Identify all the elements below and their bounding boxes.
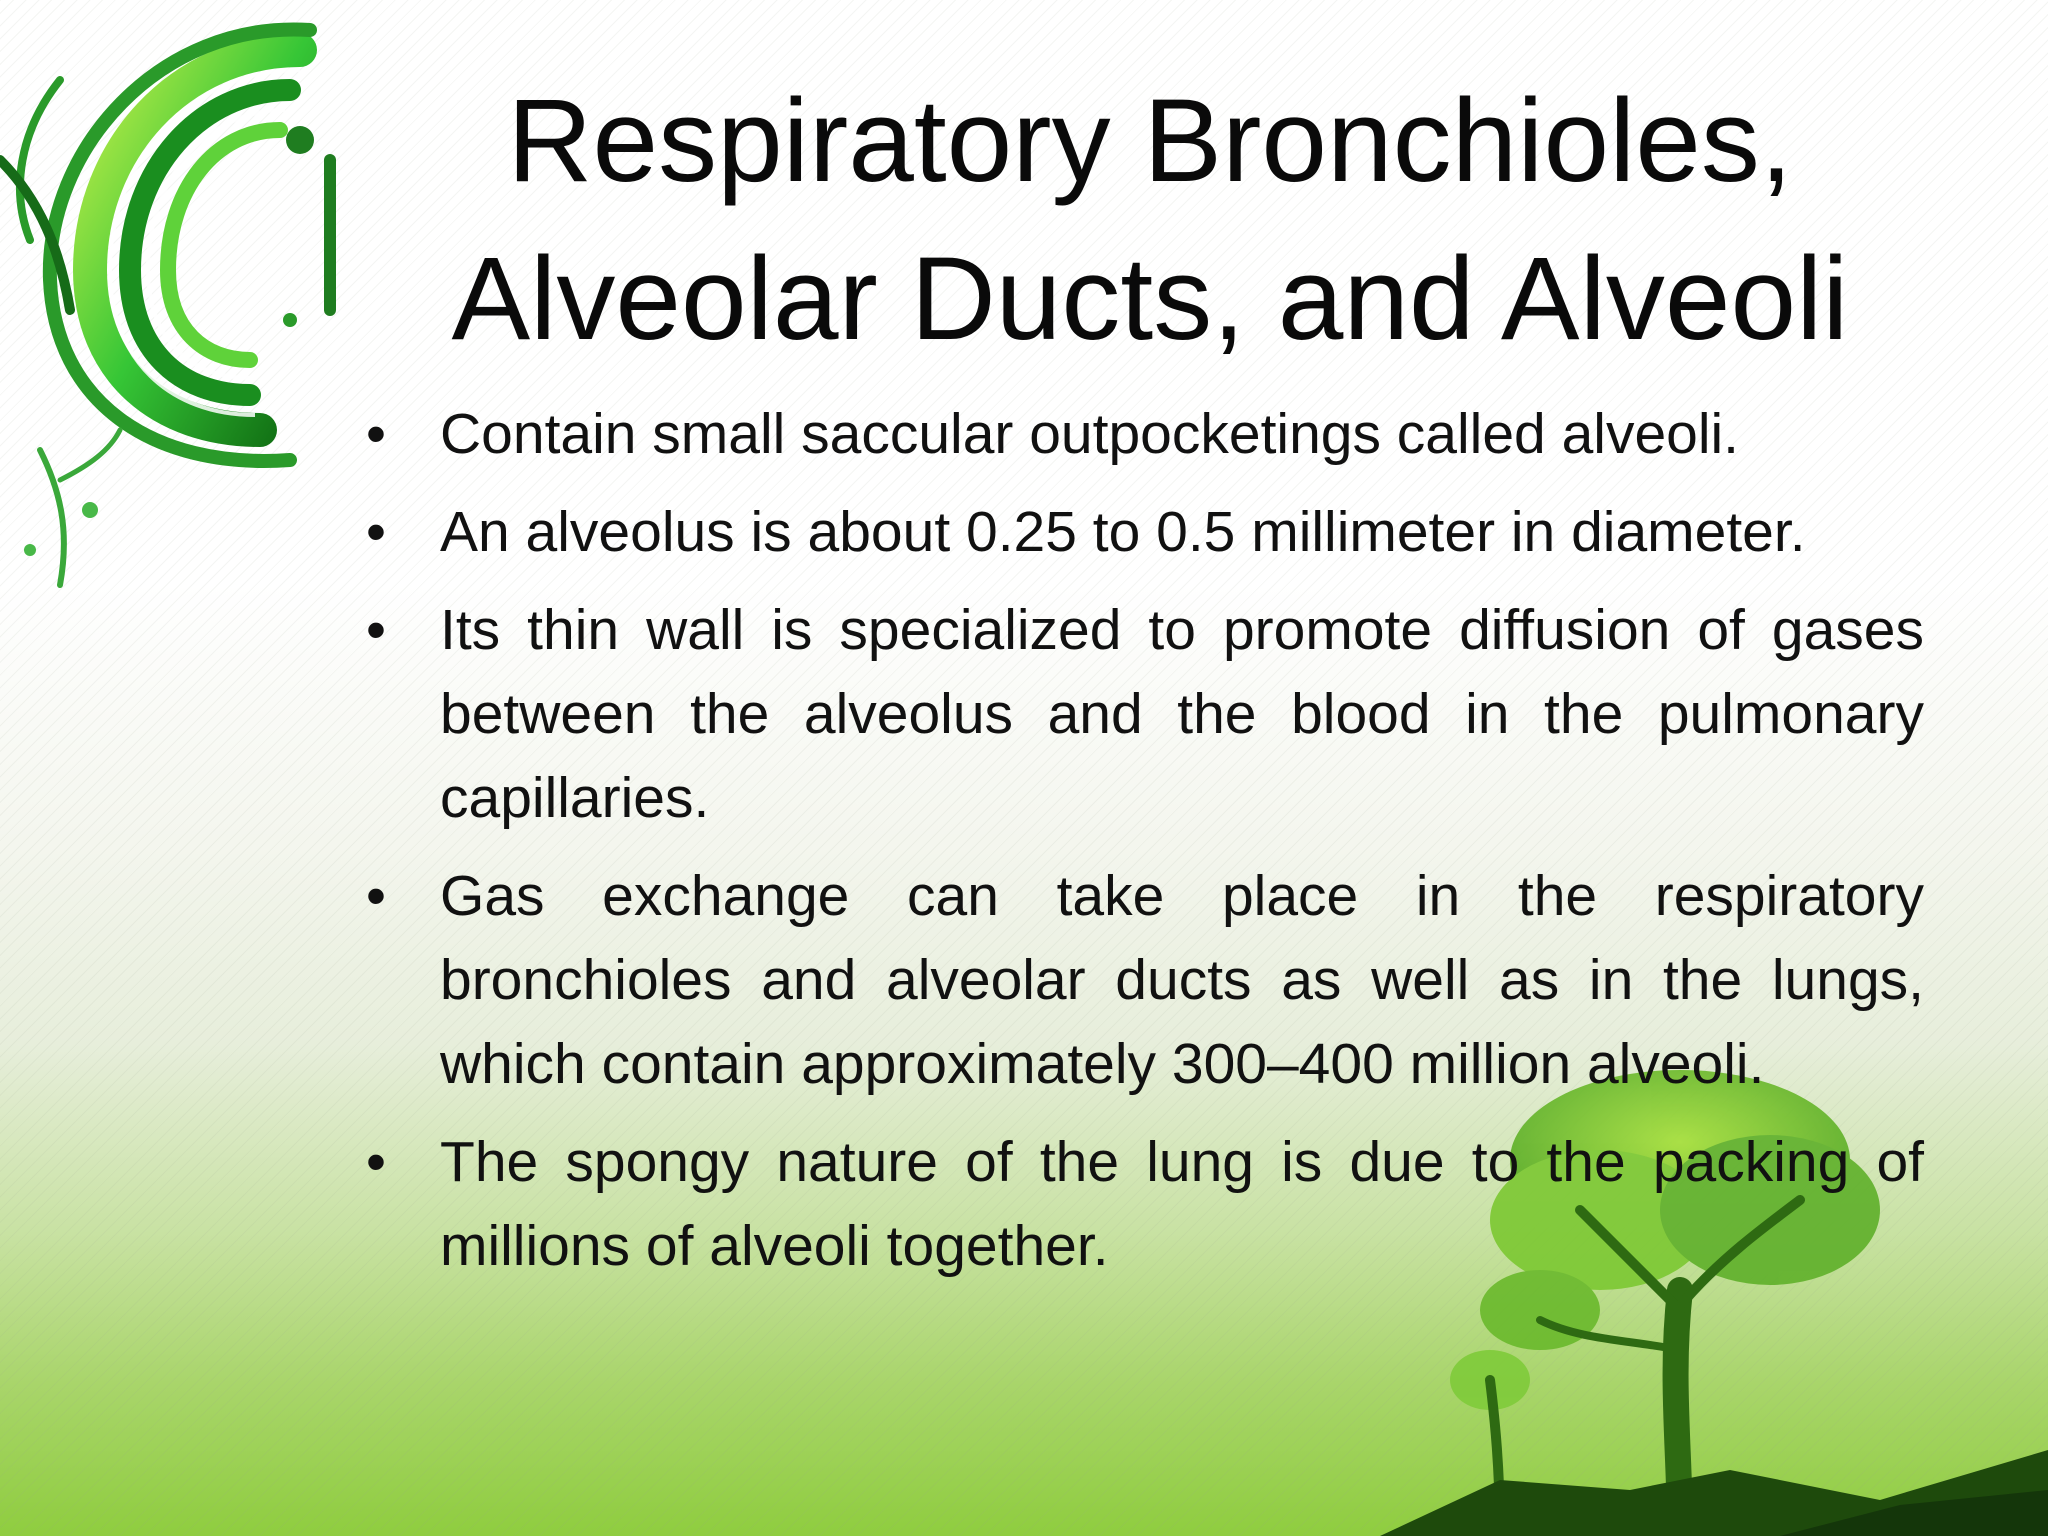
bullet-item	[366, 854, 1924, 1106]
bullet-dot: •	[366, 598, 386, 662]
bullet-text: Gas exchange can take place in the respiratory bronchioles and alveolar ducts as well as in the lungs, which contain approximately 300–400 million alveoli.	[440, 864, 1924, 1096]
bullet-text: Contain small saccular outpocketings called alveoli.	[440, 402, 1740, 466]
bullet-dot: •	[366, 500, 386, 564]
bullet-item	[366, 1120, 1924, 1288]
title-line-1: Respiratory Bronchioles,	[507, 75, 1793, 207]
bullet-text: An alveolus is about 0.25 to 0.5 millimeter in diameter.	[440, 500, 1806, 564]
title-line-2: Alveolar Ducts, and Alveoli	[451, 233, 1849, 365]
bullet-item	[366, 490, 1924, 574]
bullet-item	[366, 392, 1924, 476]
bullet-dot: •	[366, 402, 386, 466]
bullet-text: Its thin wall is specialized to promote diffusion of gases between the alveolus and the blood in the pulmonary capillaries.	[440, 598, 1924, 830]
bullet-dot: •	[366, 1130, 386, 1194]
bullet-text: The spongy nature of the lung is due to the packing of millions of alveoli together.	[440, 1130, 1924, 1278]
green-swirl-logo-icon	[0, 10, 360, 600]
bullet-list	[366, 392, 1924, 1302]
bullet-dot: •	[366, 864, 386, 928]
bullet-item	[366, 588, 1924, 840]
slide-title	[380, 62, 1920, 378]
